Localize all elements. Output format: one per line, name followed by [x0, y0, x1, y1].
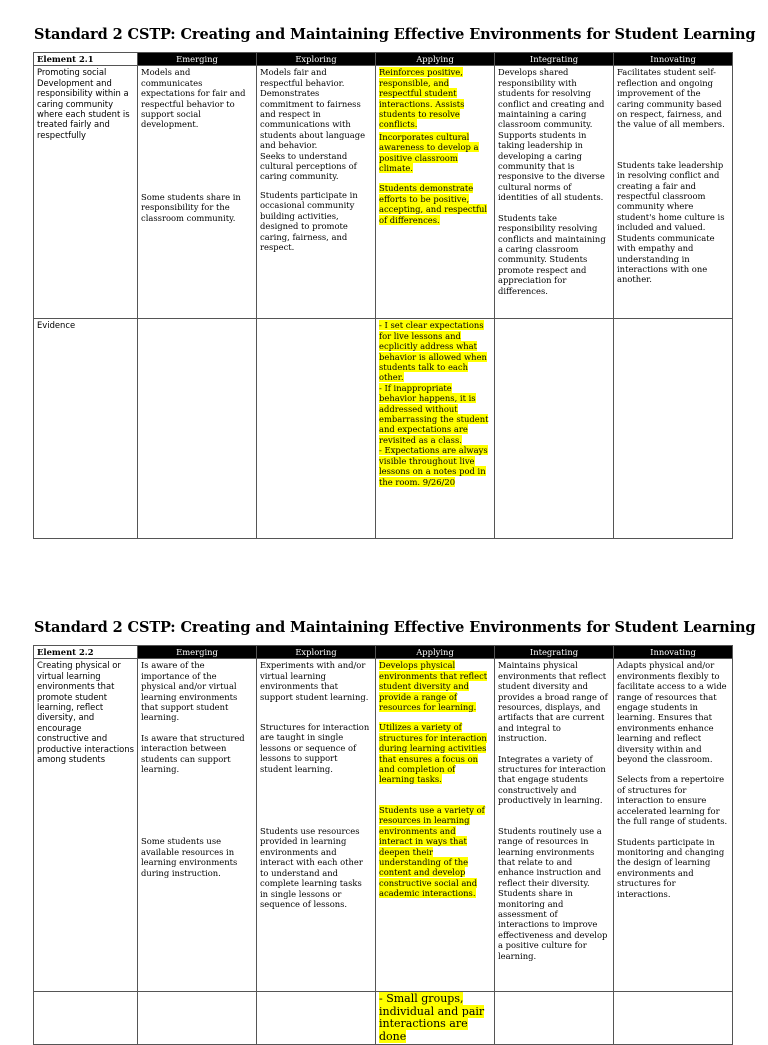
- descriptor-text: Students take responsibility resolving conflicts and maintaining a caring classroom community. Students promote respect and appreciation for differences.: [498, 212, 606, 296]
- exploring-cell: [257, 659, 376, 992]
- evidence-cell-integrating: [495, 319, 614, 539]
- evidence-text: - If inappropriate behavior happens, it is addressed without embarrassing the student and expectations are revisited as a class.: [379, 382, 489, 445]
- level-header-innovating: Innovating: [614, 646, 733, 659]
- page-title-section-1: Standard 2 CSTP: Creating and Maintaining Effective Environments for Student Learning: [34, 26, 756, 43]
- element-description: Creating physical or virtual learning environments that promote student learning, reflect diversity, and encourage constructive and productive interactions among students: [34, 659, 138, 992]
- descriptor-text: Structures for interaction are taught in single lessons or sequence of lessons to support student learning.: [260, 722, 370, 774]
- descriptor-text: Is aware of the importance of the physical and/or virtual learning environments that support student learning.: [141, 660, 238, 723]
- element-label: Element 2.1: [34, 53, 138, 66]
- descriptor-text: Maintains physical environments that reflect student diversity and provides a broad range of resources, displays, and artifacts that are current and integral to instruction.: [498, 660, 608, 744]
- descriptor-text: Students use resources provided in learning environments and interact with each other to understand and complete learning tasks in single lessons or sequence of lessons.: [260, 826, 363, 909]
- level-header-integrating: Integrating: [495, 646, 614, 659]
- descriptor-text: Experiments with and/or virtual learning environments that support student learning.: [260, 660, 369, 702]
- level-header-innovating: Innovating: [614, 53, 733, 66]
- descriptor-text: Models fair and respectful behavior. Demonstrates commitment to fairness and respect in communications with students about language and behavior.: [260, 67, 366, 151]
- evidence-text: - Expectations are always visible throughout live lessons on a notes pod in the room. 9/26/20: [379, 445, 488, 487]
- highlighted-descriptor: Utilizes a variety of structures for interaction during learning activities that ensures a focus on and completion of learning tasks.: [379, 722, 487, 785]
- evidence-cell-applying: [376, 992, 495, 1045]
- descriptor-text: Develops shared responsibility with students for resolving conflict and creating and maintaining a caring classroom community. Supports students in taking leadership in developing a caring community that is responsive to the diverse cultural norms of identities of all students.: [498, 67, 605, 203]
- evidence-text: - Small groups, individual and pair interactions are done: [379, 992, 485, 1043]
- rubric-table-element-2-2: [33, 645, 733, 1045]
- descriptor-text: Students routinely use a range of resources in learning environments that relate to and enhance instruction and reflect their diversity. Students share in monitoring and assessment of interactions to improve effectiveness and develop a positive culture for learning.: [498, 825, 608, 961]
- evidence-cell-emerging: [138, 992, 257, 1045]
- evidence-cell-exploring: [257, 319, 376, 539]
- descriptor-text: Some students use available resources in learning environments during instruction.: [141, 836, 238, 878]
- applying-cell: [376, 659, 495, 992]
- descriptor-text: Students participate in monitoring and changing the design of learning environments and structures for interactions.: [617, 836, 725, 899]
- highlighted-descriptor: Reinforces positive, responsible, and respectful student interactions. Assists students to resolve conflicts.: [379, 67, 465, 130]
- descriptor-text: Models and communicates expectations for fair and respectful behavior to support social development.: [141, 67, 246, 130]
- descriptor-text: Is aware that structured interaction between students can support learning.: [141, 732, 245, 775]
- evidence-label-cell: [34, 992, 138, 1045]
- descriptor-text: Seeks to understand cultural perceptions of caring community.: [260, 150, 357, 182]
- descriptor-text: Facilitates student self-reflection and ongoing improvement of the caring community based on respect, fairness, and the value of all members.: [617, 67, 725, 130]
- element-description: Promoting social Development and responsibility within a caring community where each student is treated fairly and respectfully: [34, 66, 138, 319]
- page-title-section-2: Standard 2 CSTP: Creating and Maintaining Effective Environments for Student Learning: [34, 619, 756, 636]
- evidence-cell-emerging: [138, 319, 257, 539]
- evidence-cell-applying: [376, 319, 495, 539]
- emerging-cell: [138, 66, 257, 319]
- emerging-cell: [138, 659, 257, 992]
- evidence-cell-exploring: [257, 992, 376, 1045]
- highlighted-descriptor: Develops physical environments that reflect student diversity and provide a range of resources for learning.: [379, 660, 488, 713]
- evidence-label: Evidence: [34, 319, 138, 539]
- exploring-cell: [257, 66, 376, 319]
- descriptor-text: Some students share in responsibility for the classroom community.: [141, 191, 241, 223]
- level-header-applying: Applying: [376, 53, 495, 66]
- applying-cell: [376, 66, 495, 319]
- highlighted-descriptor: Students demonstrate efforts to be positive, accepting, and respectful of differences.: [379, 183, 488, 225]
- descriptor-text: Selects from a repertoire of structures for interaction to ensure accelerated learning for the full range of students.: [617, 774, 728, 827]
- highlighted-descriptor: Incorporates cultural awareness to develop a positive classroom climate.: [379, 131, 479, 174]
- innovating-cell: [614, 66, 733, 319]
- evidence-cell-innovating: [614, 992, 733, 1045]
- level-header-exploring: Exploring: [257, 53, 376, 66]
- evidence-cell-innovating: [614, 319, 733, 539]
- rubric-table-element-2-1: [33, 52, 733, 539]
- level-header-emerging: Emerging: [138, 646, 257, 659]
- highlighted-descriptor: Students use a variety of resources in learning environments and interact in ways that deepen their understanding of the content and develop constructive social and academic interactions.: [379, 804, 485, 899]
- descriptor-text: Students take leadership in resolving conflict and creating a fair and respectful classroom community where student's home culture is included and valued. Students communicate with empathy and understanding in interactions with one another.: [617, 159, 725, 285]
- level-header-emerging: Emerging: [138, 53, 257, 66]
- descriptor-text: Integrates a variety of structures for interaction that engage students constructively and productively in learning.: [498, 753, 606, 806]
- innovating-cell: [614, 659, 733, 992]
- evidence-text: - I set clear expectations for live lessons and ecplicitly address what behavior is allowed when students talk to each other.: [379, 320, 487, 383]
- descriptor-text: Adapts physical and/or environments flexibly to facilitate access to a wide range of resources that engage students in learning. Ensures that environments enhance learning and reflect diversity within and beyond the classroom.: [617, 660, 727, 765]
- evidence-cell-integrating: [495, 992, 614, 1045]
- level-header-exploring: Exploring: [257, 646, 376, 659]
- level-header-applying: Applying: [376, 646, 495, 659]
- integrating-cell: [495, 659, 614, 992]
- integrating-cell: [495, 66, 614, 319]
- descriptor-text: Students participate in occasional community building activities, designed to promote caring, fairness, and respect.: [260, 189, 358, 252]
- element-label: Element 2.2: [34, 646, 138, 659]
- level-header-integrating: Integrating: [495, 53, 614, 66]
